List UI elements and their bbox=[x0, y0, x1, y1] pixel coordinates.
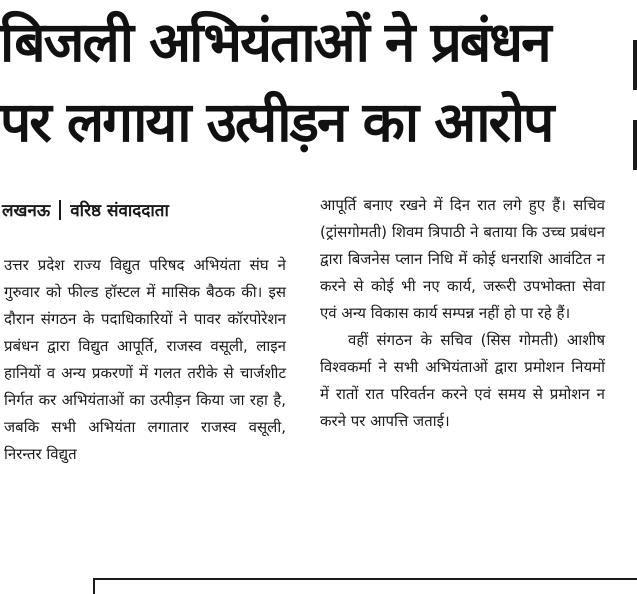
byline-reporter: वरिष्ठ संवाददाता bbox=[70, 201, 169, 221]
article-right-paragraph-2: वहीं संगठन के सचिव (सिस गोमती) आशीष विश्वकर्मा ने सभी अभियंताओं द्वारा प्रमोशन नियमों में रातों रात परिवर्तन करने एवं समय से प्रमोशन न करने पर आपत्ति जताई। bbox=[320, 331, 605, 430]
byline bbox=[2, 198, 169, 221]
bottom-box-border bbox=[93, 578, 637, 594]
article-right-paragraph-1: आपूर्ति बनाए रखने में दिन रात लगे हुए हैं। सचिव (ट्रांसगोमती) शिवम त्रिपाठी ने बताया कि उच्च प्रबंधन द्वारा बिजनेस प्लान निधि में कोई धनराशि आवंटित न करने से कोई भी नए कार्य, जरूरी उपभोक्ता सेवा एवं अन्य विकास कार्य सम्पन्न नहीं हो पा रहे हैं। bbox=[320, 196, 605, 322]
adjacent-column-edge-middle bbox=[633, 120, 637, 170]
headline bbox=[0, 2, 620, 162]
adjacent-column-edge-top bbox=[633, 40, 637, 90]
headline-line-1: बिजली अभियंताओं ने प्रबंधन bbox=[0, 10, 550, 74]
article-right-column bbox=[320, 192, 605, 435]
byline-location: लखनऊ bbox=[2, 201, 51, 221]
byline-divider bbox=[59, 200, 61, 220]
article-left-column: उत्तर प्रदेश राज्य विद्युत परिषद अभियंता संघ ने गुरुवार को फील्ड हॉस्टल में मासिक बैठक की। इस दौरान संगठन के पदाधिकारियों ने पावर कॉरपोरेशन प्रबंधन द्वारा विद्युत आपूर्ति, राजस्व वसूली, लाइन हानियों व अन्य प्रकरणों में गलत तरीके से चार्जशीट निर्गत कर अभियंताओं का उत्पीड़न किया जा रहा है, जबकि सभी अभियंता लगातार राजस्व वसूली, निरन्तर विद्युत bbox=[4, 256, 286, 463]
headline-line-2: पर लगाया उत्पीड़न का आरोप bbox=[0, 90, 553, 154]
